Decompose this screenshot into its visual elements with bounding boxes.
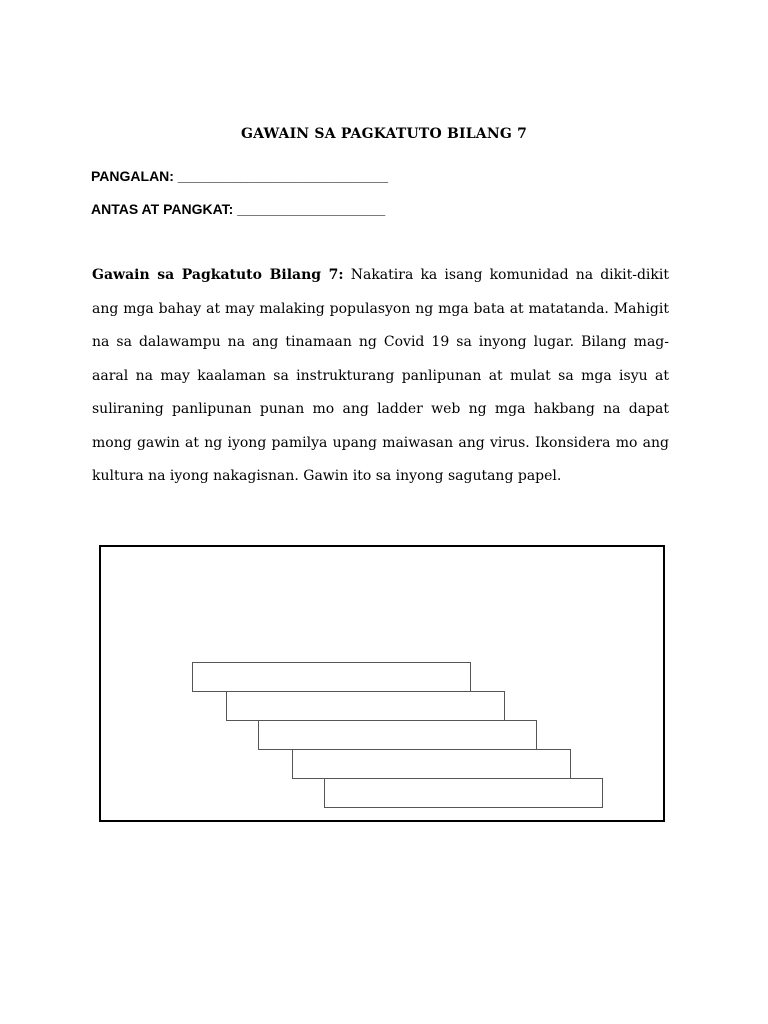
instruction-paragraph [92, 259, 669, 494]
name-field [91, 168, 388, 184]
ladder-step-1 [192, 662, 471, 692]
name-label: PANGALAN: [91, 168, 174, 184]
instruction-body: Nakatira ka isang komunidad na dikit-dikit ang mga bahay at may malaking populasyon ng mga bata at matatanda. Mahigit na sa dalawampu na ang tinamaan ng Covid 19 sa inyong lugar. Bilang mag-aaral na may kaalaman sa instrukturang panlipunan at mulat sa mga isyu at suliraning panlipunan punan mo ang ladder web ng mga hakbang na dapat mong gawin at ng iyong pamilya upang maiwasan ang virus. Ikonsidera mo ang kultura na iyong nakagisnan. Gawin ito sa inyong sagutang papel. [92, 267, 669, 484]
ladder-step-2 [226, 691, 505, 721]
instruction-lead: Gawain sa Pagkatuto Bilang 7: [92, 267, 344, 283]
grade-section-label: ANTAS AT PANGKAT: [91, 201, 234, 217]
ladder-step-5 [324, 778, 603, 808]
worksheet-title: GAWAIN SA PAGKATUTO BILANG 7 [240, 126, 528, 142]
grade-section-field [91, 201, 385, 217]
ladder-step-4 [292, 749, 571, 779]
name-blank: ___________________________ [177, 168, 389, 184]
ladder-step-3 [258, 720, 537, 750]
grade-section-blank: ___________________ [237, 201, 386, 217]
